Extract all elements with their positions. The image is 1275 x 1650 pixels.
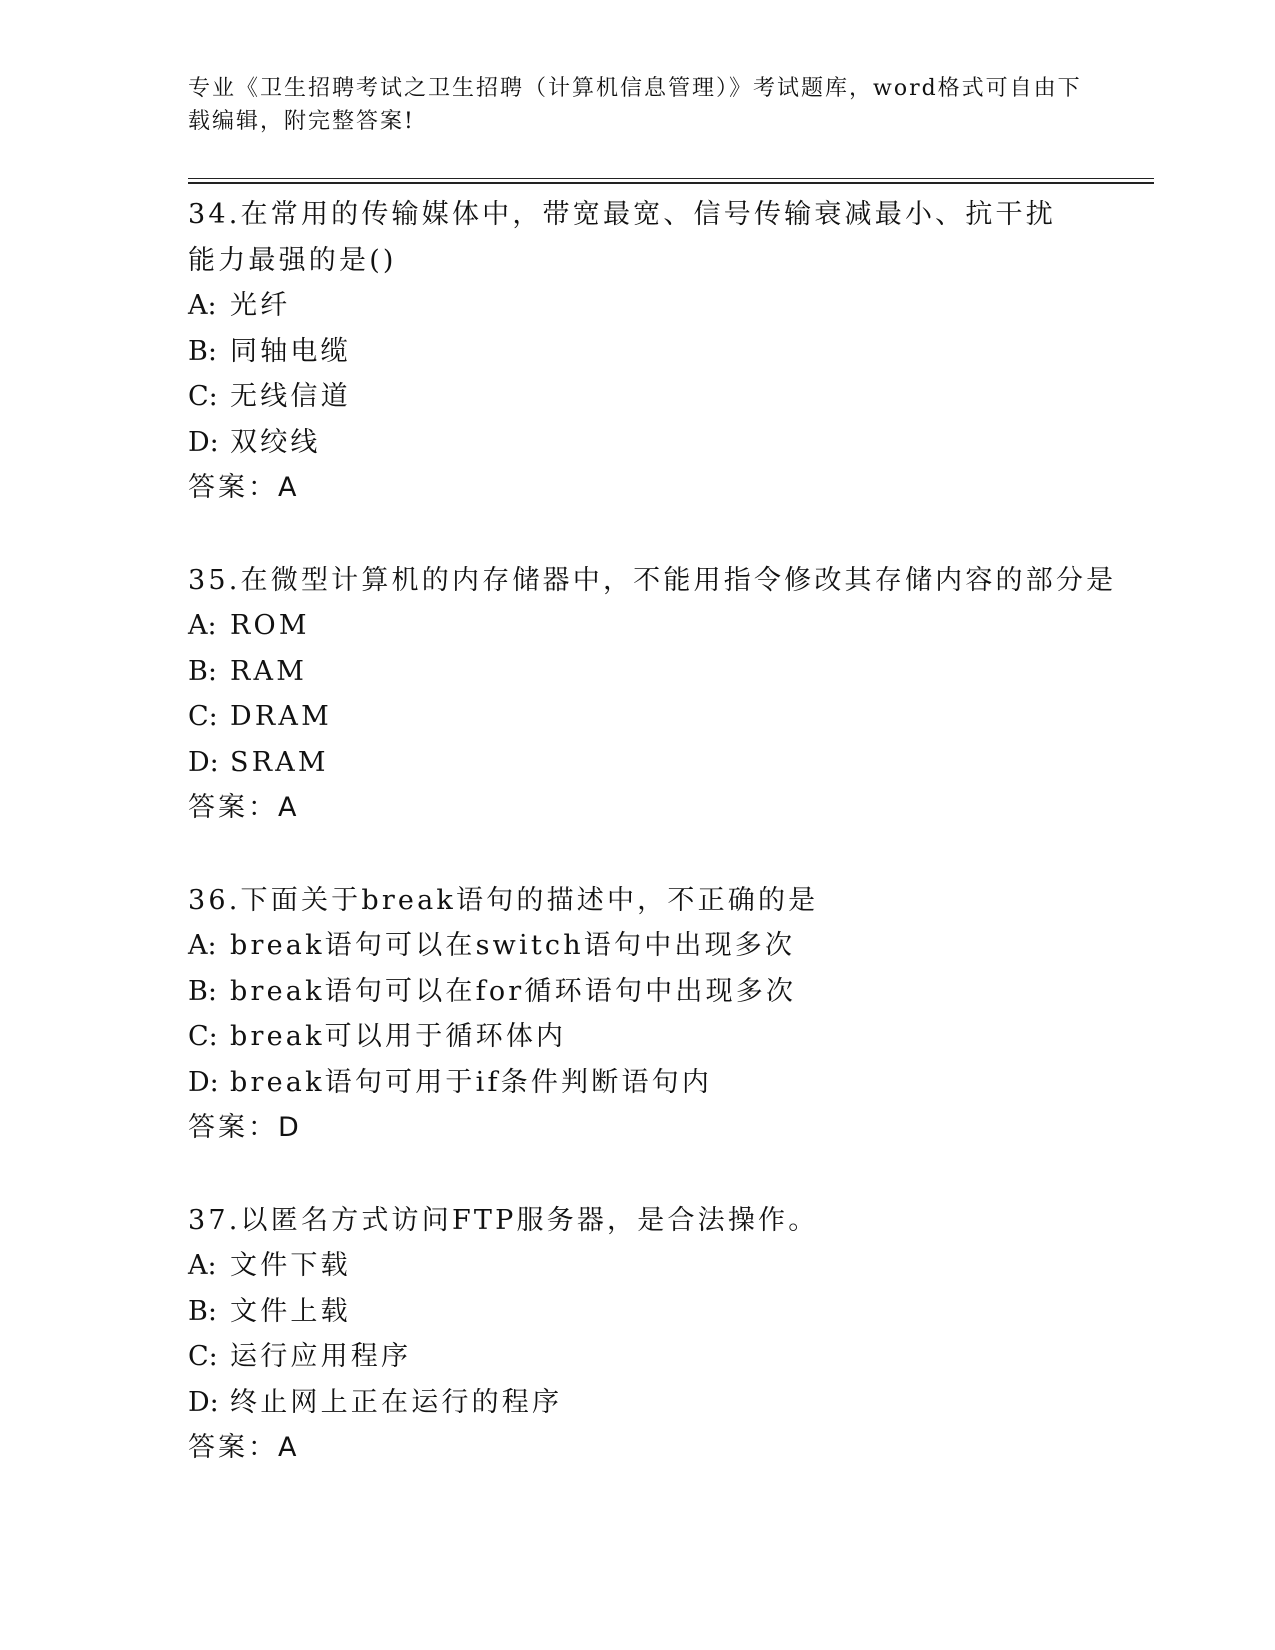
option-c (188, 1014, 1088, 1060)
option-text: RAM (230, 655, 308, 687)
option-key: C: (188, 1021, 218, 1052)
document-intro: 专业《卫生招聘考试之卫生招聘（计算机信息管理）》考试题库，word格式可自由下载编辑，附完整答案! (188, 76, 1082, 134)
option-key: D: (188, 1066, 219, 1098)
option-key: B: (188, 1295, 217, 1327)
option-b (188, 1289, 1088, 1335)
answer-label: 答案：A (188, 472, 300, 503)
option-c (188, 374, 1088, 420)
option-text: break语句可用于if条件判断语句内 (230, 1066, 713, 1098)
option-d (188, 1380, 1088, 1426)
answer-label: 答案：D (188, 1112, 302, 1143)
question-list (188, 192, 1117, 1518)
option-a (188, 1243, 1088, 1289)
option-c (188, 694, 1088, 740)
option-key: A: (188, 290, 217, 321)
option-b (188, 969, 1088, 1015)
option-key: D: (188, 1386, 219, 1418)
option-key: C: (188, 701, 218, 732)
option-text: SRAM (230, 746, 329, 778)
option-key: A: (188, 610, 217, 641)
option-key: C: (188, 381, 218, 412)
option-text: 同轴电缆 (230, 335, 351, 367)
question-34 (188, 192, 1088, 511)
option-d (188, 740, 1088, 786)
option-text: 运行应用程序 (230, 1341, 412, 1372)
question-stem: 36.下面关于break语句的描述中，不正确的是 (188, 884, 819, 916)
option-key: D: (188, 426, 219, 458)
option-a (188, 923, 1088, 969)
option-d (188, 420, 1088, 466)
option-key: B: (188, 335, 217, 367)
option-b (188, 329, 1088, 375)
answer-label: 答案：A (188, 792, 300, 823)
option-b (188, 649, 1088, 695)
option-text: 文件下载 (230, 1250, 351, 1281)
option-c (188, 1334, 1088, 1380)
option-text: 光纤 (230, 290, 291, 321)
option-text: 文件上载 (230, 1295, 351, 1327)
option-text: ROM (230, 610, 310, 641)
option-text: break可以用于循环体内 (230, 1021, 567, 1052)
option-key: A: (188, 1250, 217, 1281)
option-a (188, 283, 1088, 329)
header-divider (188, 178, 1154, 184)
question-36 (188, 878, 1088, 1151)
question-stem: 35.在微型计算机的内存储器中，不能用指令修改其存储内容的部分是 (188, 564, 1117, 596)
option-text: 终止网上正在运行的程序 (230, 1386, 563, 1418)
option-key: B: (188, 655, 217, 687)
option-text: break语句可以在switch语句中出现多次 (230, 930, 796, 961)
option-text: break语句可以在for循环语句中出现多次 (230, 975, 797, 1007)
option-key: C: (188, 1341, 218, 1372)
option-text: 双绞线 (230, 426, 321, 458)
question-35 (188, 558, 1117, 831)
question-37 (188, 1198, 1088, 1471)
option-key: B: (188, 975, 217, 1007)
option-key: A: (188, 930, 217, 961)
question-stem: 34.在常用的传输媒体中，带宽最宽、信号传输衰减最小、抗干扰能力最强的是() (188, 199, 1056, 276)
option-a (188, 603, 1088, 649)
answer-label: 答案：A (188, 1432, 300, 1463)
option-text: DRAM (230, 701, 332, 732)
option-text: 无线信道 (230, 381, 351, 412)
option-d (188, 1060, 1088, 1106)
option-key: D: (188, 746, 219, 778)
question-stem: 37.以匿名方式访问FTP服务器，是合法操作。 (188, 1204, 819, 1236)
